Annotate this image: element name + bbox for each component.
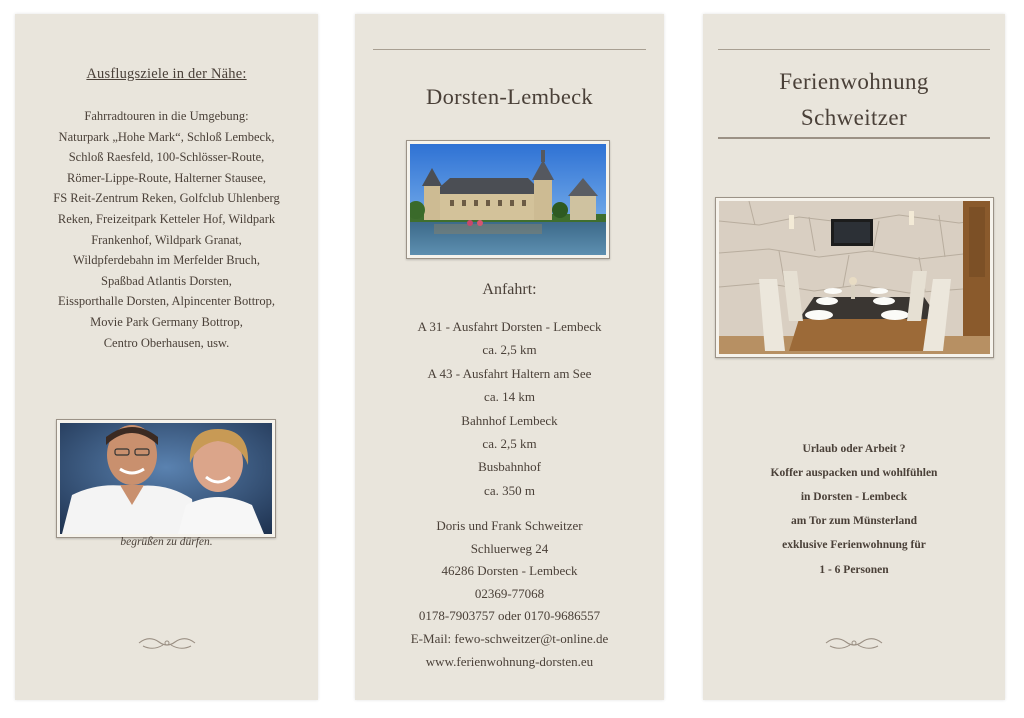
tagline-line: exklusive Ferienwohnung für [782, 539, 926, 551]
excursions-list [15, 106, 318, 353]
excursion-line: Reken, Freizeitpark Ketteler Hof, Wildpark [57, 211, 276, 226]
dining-room-photo-frame [715, 197, 994, 358]
contact-street: Schluerweg 24 [470, 540, 549, 556]
flourish-ornament-icon [824, 634, 884, 652]
excursion-line: Fahrradtouren in die Umgebung: [84, 109, 249, 123]
directions-line: A 31 - Ausfahrt Dorsten - Lembeck [417, 319, 602, 334]
castle-photo [410, 144, 606, 255]
excursion-line: Römer-Lippe-Route, Halterner Stausee, [67, 170, 266, 185]
excursion-line: Movie Park Germany Bottrop, [90, 314, 243, 329]
brochure-panel-middle [355, 14, 664, 700]
excursion-line: Spaßbad Atlantis Dorsten, [101, 273, 232, 288]
directions-line: ca. 2,5 km [482, 435, 537, 451]
excursion-line: Eissporthalle Dorsten, Alpincenter Bottrop, [58, 294, 275, 309]
directions-line: ca. 14 km [484, 389, 535, 405]
location-title: Dorsten-Lembeck [426, 84, 593, 109]
excursion-line: Centro Oberhausen, usw. [103, 335, 230, 350]
directions-line: ca. 2,5 km [482, 342, 537, 358]
cover-title-line2: Schweitzer [800, 105, 908, 130]
excursion-line: FS Reit-Zentrum Reken, Golfclub Uhlenberg [53, 191, 280, 206]
excursion-line: Schloß Raesfeld, 100-Schlösser-Route, [68, 150, 265, 165]
contact-phone: 02369-77068 [474, 585, 545, 601]
excursion-line: Naturpark „Hohe Mark“, Schloß Lembeck, [58, 129, 275, 144]
contact-names: Doris und Frank Schweitzer [436, 518, 583, 533]
castle-photo-frame [406, 140, 610, 259]
hosts-photo-caption: begrüßen zu dürfen. [120, 536, 213, 548]
excursion-line: Wildpferdebahn im Merfelder Bruch, [73, 253, 260, 268]
directions-list [355, 315, 664, 502]
hosts-photo-frame [56, 419, 276, 538]
directions-line: A 43 - Ausfahrt Haltern am See [427, 365, 592, 381]
excursions-heading: Ausflugsziele in der Nähe: [86, 66, 247, 82]
title-underline [718, 137, 990, 139]
tagline-line: am Tor zum Münsterland [791, 515, 917, 527]
cover-tagline [703, 437, 1005, 584]
flourish-ornament-icon [137, 634, 197, 652]
brochure-panel-right [703, 14, 1005, 700]
brochure-panel-left [15, 14, 318, 700]
contact-email: E-Mail: fewo-schweitzer@t-online.de [410, 630, 609, 646]
cover-title-line1: Ferienwohnung [779, 69, 929, 94]
tagline-line: in Dorsten - Lembeck [800, 491, 908, 503]
contact-block [355, 515, 664, 673]
hosts-photo [60, 423, 272, 534]
directions-line: ca. 350 m [484, 482, 535, 498]
directions-heading: Anfahrt: [482, 281, 537, 298]
directions-line: Busbahnhof [478, 459, 541, 475]
tagline-line: 1 - 6 Personen [819, 564, 889, 576]
tagline-line: Urlaub oder Arbeit ? [802, 443, 906, 455]
top-divider [718, 49, 990, 50]
contact-mobile: 0178-7903757 oder 0170-9686557 [418, 608, 601, 624]
tagline-line: Koffer auspacken und wohlfühlen [770, 467, 938, 479]
top-divider [373, 49, 646, 50]
contact-website: www.ferienwohnung-dorsten.eu [425, 653, 594, 669]
excursion-line: Frankenhof, Wildpark Granat, [91, 232, 242, 247]
contact-city: 46286 Dorsten - Lembeck [441, 563, 578, 579]
dining-room-photo [719, 201, 990, 354]
directions-line: Bahnhof Lembeck [461, 412, 558, 428]
cover-title [703, 64, 1005, 136]
